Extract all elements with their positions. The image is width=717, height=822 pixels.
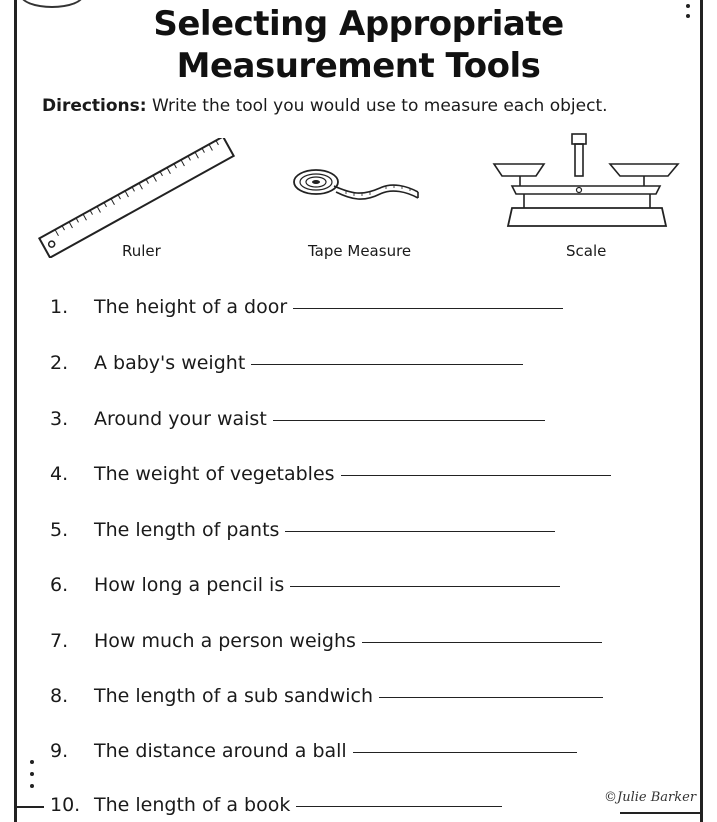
answer-line[interactable]	[273, 419, 545, 421]
tool-label-tape-measure: Tape Measure	[308, 242, 412, 260]
question-number: 6.	[50, 574, 69, 596]
page-border-right	[700, 0, 703, 822]
directions	[42, 96, 608, 116]
question-number: 3.	[50, 408, 69, 430]
question-text: The length of a book	[94, 794, 291, 816]
worksheet-title-line1: Selecting Appropriate	[153, 4, 564, 44]
author-signature: ©Julie Barker	[604, 790, 697, 805]
decorative-dot	[30, 772, 34, 776]
question-number: 10.	[50, 794, 81, 816]
question-5	[50, 519, 555, 541]
answer-line[interactable]	[285, 530, 555, 532]
question-4	[50, 463, 611, 485]
question-text: The length of a sub sandwich	[94, 685, 374, 707]
answer-line[interactable]	[362, 641, 602, 643]
question-text: How long a pencil is	[94, 574, 285, 596]
question-number: 2.	[50, 352, 69, 374]
answer-line[interactable]	[341, 474, 611, 476]
directions-text: Write the tool you would use to measure each object.	[146, 96, 608, 116]
question-1	[50, 296, 563, 318]
question-text: The height of a door	[94, 296, 288, 318]
ruler-icon	[30, 138, 245, 258]
question-number: 7.	[50, 630, 69, 652]
directions-label: Directions:	[42, 96, 147, 116]
answer-line[interactable]	[353, 751, 577, 753]
answer-line[interactable]	[293, 307, 563, 309]
question-6	[50, 574, 560, 596]
question-number: 8.	[50, 685, 69, 707]
answer-line[interactable]	[379, 696, 603, 698]
question-number: 9.	[50, 740, 69, 762]
question-text: The distance around a ball	[94, 740, 347, 762]
bottom-rule	[14, 806, 44, 808]
question-10	[50, 794, 502, 816]
answer-line[interactable]	[251, 363, 523, 365]
scale-icon	[492, 128, 682, 236]
question-text: A baby's weight	[94, 352, 246, 374]
worksheet-title-line2: Measurement Tools	[176, 46, 541, 86]
question-3	[50, 408, 545, 430]
answer-line[interactable]	[296, 805, 502, 807]
question-8	[50, 685, 603, 707]
tool-label-ruler: Ruler	[122, 242, 161, 260]
question-7	[50, 630, 602, 652]
tool-label-scale: Scale	[566, 242, 607, 260]
answer-line[interactable]	[290, 585, 560, 587]
question-9	[50, 740, 577, 762]
decorative-dot	[30, 784, 34, 788]
page-border-left	[14, 0, 17, 822]
question-text: The length of pants	[94, 519, 280, 541]
bottom-rule	[620, 812, 700, 814]
question-number: 4.	[50, 463, 69, 485]
question-2	[50, 352, 523, 374]
decorative-dot	[30, 760, 34, 764]
question-text: How much a person weighs	[94, 630, 356, 652]
question-text: The weight of vegetables	[94, 463, 335, 485]
tape-measure-icon	[292, 160, 437, 205]
question-number: 5.	[50, 519, 69, 541]
question-number: 1.	[50, 296, 69, 318]
question-text: Around your waist	[94, 408, 267, 430]
